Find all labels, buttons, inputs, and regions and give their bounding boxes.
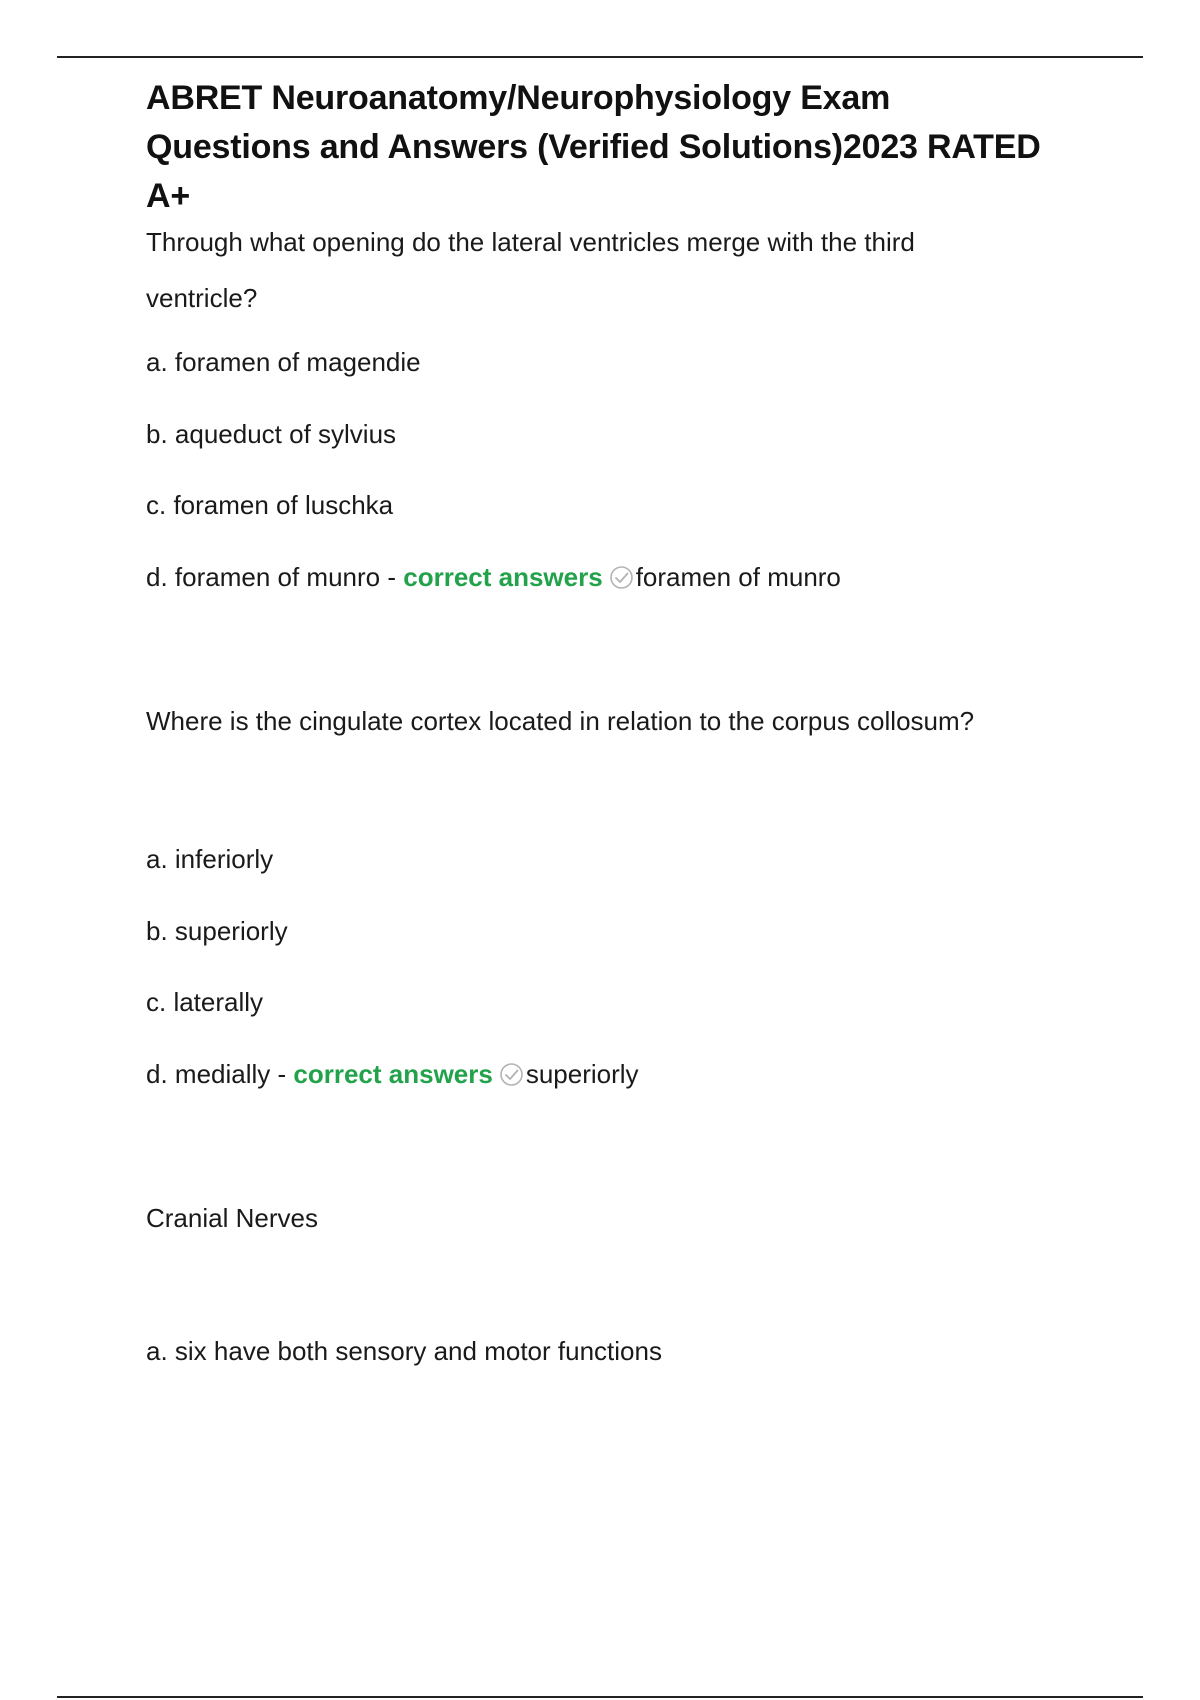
question-2-answer-label: correct answers xyxy=(293,1059,493,1089)
bottom-rule xyxy=(57,1696,1143,1698)
check-circle-icon xyxy=(499,1062,524,1087)
document-title: ABRET Neuroanatomy/Neurophysiology Exam Questions and Answers (Verified Solutions)2023 RATED A+ xyxy=(146,79,1041,215)
question-1-answer-value: foramen of munro xyxy=(635,562,841,592)
question-1-option-a: a. foramen of magendie xyxy=(146,347,421,377)
question-2-option-c: c. laterally xyxy=(146,987,264,1017)
question-3-option-a: a. six have both sensory and motor functions xyxy=(146,1336,662,1366)
question-1-option-c: c. foramen of luschka xyxy=(146,490,394,520)
question-1-option-d-text: d. foramen of munro - xyxy=(146,562,404,592)
question-2-answer-value: superiorly xyxy=(525,1059,639,1089)
question-1-prompt: Through what opening do the lateral ventricles merge with the third ventricle? xyxy=(146,227,915,313)
question-1-answer-label: correct answers xyxy=(403,562,603,592)
question-2-option-d xyxy=(146,1057,1106,1091)
page-content xyxy=(146,74,1106,1368)
question-3-prompt: Cranial Nerves xyxy=(146,1203,318,1233)
question-2-prompt: Where is the cingulate cortex located in relation to the corpus collosum? xyxy=(146,706,975,736)
question-2-option-a: a. inferiorly xyxy=(146,844,274,874)
question-2-option-d-text: d. medially - xyxy=(146,1059,294,1089)
question-2-option-b: b. superiorly xyxy=(146,916,288,946)
check-circle-icon xyxy=(609,565,634,590)
question-1-option-d xyxy=(146,560,1106,594)
top-rule xyxy=(57,56,1143,58)
question-1-option-b: b. aqueduct of sylvius xyxy=(146,419,397,449)
